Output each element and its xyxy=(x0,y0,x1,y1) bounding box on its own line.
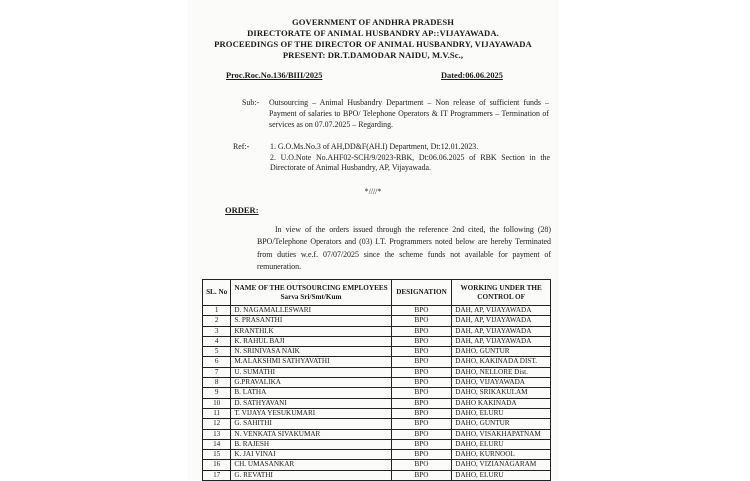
cell-name: D. NAGAMALLESWARI xyxy=(231,306,391,316)
header-government: GOVERNMENT OF ANDHRA PRADESH xyxy=(291,17,455,27)
cell-sl: 6 xyxy=(203,357,231,367)
header-proceedings: PROCEEDINGS OF THE DIRECTOR OF ANIMAL HUSBANDRY, VIJAYAWADA xyxy=(214,39,532,49)
order-body: In view of the orders issued through the reference 2nd cited, the following (28) BPO/Telephone Operators and (03) I.T. Programmers noted below are hereby Terminated from duties w.e.f. 07/07/2025 since the scheme funds not available for payment of remuneration. xyxy=(257,225,551,271)
header-control: WORKING UNDER THE CONTROL OF xyxy=(452,280,551,306)
proceeding-number: Proc.Roc.No.136/BIII/2025 xyxy=(226,71,323,80)
cell-control: DAHO, VISAKHAPATNAM xyxy=(452,429,551,439)
header-name xyxy=(231,280,391,306)
references-label: Ref:- xyxy=(233,142,250,151)
cell-designation: BPO xyxy=(391,470,452,480)
table-row xyxy=(203,460,551,470)
cell-designation: BPO xyxy=(391,408,452,418)
cell-sl: 7 xyxy=(203,367,231,377)
table-row xyxy=(203,347,551,357)
cell-control: DAHO, GUNTUR xyxy=(452,419,551,429)
header-sl-no: SL. No xyxy=(203,280,231,306)
table-row xyxy=(203,470,551,480)
cell-designation: BPO xyxy=(391,398,452,408)
cell-sl: 9 xyxy=(203,388,231,398)
cell-control: DAH, AP, VIJAYAWADA xyxy=(452,326,551,336)
cell-name: S. PRASANTHI xyxy=(231,316,391,326)
reference-item-1: 1. G.O.Ms.No.3 of AH,DD&F(AH.I) Department, Dt:12.01.2023. xyxy=(270,142,479,151)
proceeding-date: Dated:06.06.2025 xyxy=(441,71,503,80)
cell-name: T. VIJAYA YESUKUMARI xyxy=(231,408,391,418)
cell-sl: 3 xyxy=(203,326,231,336)
cell-control: DAHO, KAKINADA DIST. xyxy=(452,357,551,367)
cell-control: DAHO, KURNOOL xyxy=(452,450,551,460)
table-row xyxy=(203,388,551,398)
cell-name: B. RAJESH xyxy=(231,439,391,449)
header-present: PRESENT: DR.T.DAMODAR NAIDU, M.V.Sc., xyxy=(282,50,464,60)
cell-sl: 10 xyxy=(203,398,231,408)
cell-control: DAHO, VIJAYAWADA xyxy=(452,378,551,388)
subject-text: Outsourcing – Animal Husbandry Department – Non release of sufficient funds – Payment of salaries to BPO/ Telephone Operators & IT Programmers – Termination of services as on 07.07.2025 – Regarding. xyxy=(269,98,549,129)
header-name-line2: Sarva Sri/Smt/Kum xyxy=(280,292,342,301)
cell-name: M.ALAKSHMI SATHYAVATHI xyxy=(231,357,391,367)
cell-sl: 16 xyxy=(203,460,231,470)
cell-name: CH. UMASANKAR xyxy=(231,460,391,470)
cell-sl: 13 xyxy=(203,429,231,439)
cell-sl: 12 xyxy=(203,419,231,429)
cell-designation: BPO xyxy=(391,367,452,377)
table-row xyxy=(203,408,551,418)
cell-sl: 5 xyxy=(203,347,231,357)
cell-control: DAH, AP, VIJAYAWADA xyxy=(452,316,551,326)
table-row xyxy=(203,398,551,408)
cell-sl: 15 xyxy=(203,450,231,460)
table-row xyxy=(203,316,551,326)
cell-sl: 4 xyxy=(203,336,231,346)
cell-sl: 1 xyxy=(203,306,231,316)
cell-control: DAHO, ELURU xyxy=(452,408,551,418)
employee-table xyxy=(202,279,551,481)
separator: *////* xyxy=(364,187,382,196)
cell-designation: BPO xyxy=(391,347,452,357)
cell-sl: 2 xyxy=(203,316,231,326)
document-page xyxy=(188,0,558,480)
cell-sl: 8 xyxy=(203,378,231,388)
cell-designation: BPO xyxy=(391,306,452,316)
cell-control: DAHO, GUNTUR xyxy=(452,347,551,357)
header-name-line1: NAME OF THE OUTSOURCING EMPLOYEES xyxy=(234,283,388,292)
cell-name: U. SUMATHI xyxy=(231,367,391,377)
cell-designation: BPO xyxy=(391,429,452,439)
table-row xyxy=(203,336,551,346)
cell-name: KRANTHI.K xyxy=(231,326,391,336)
header-designation: DESIGNATION xyxy=(391,280,452,306)
table-row xyxy=(203,439,551,449)
cell-designation: BPO xyxy=(391,336,452,346)
cell-name: N. SRINIVASA NAIK xyxy=(231,347,391,357)
header-directorate: DIRECTORATE OF ANIMAL HUSBANDRY AP::VIJAYAWADA. xyxy=(247,28,499,38)
order-heading: ORDER: xyxy=(225,205,259,215)
reference-item-2: 2. U.O.Note No.AHF02-SCH/9/2023-RBK, Dt:06.06.2025 of RBK Section in the Directorate of Animal Husbandry, AP, Vijayawada. xyxy=(270,153,550,173)
table-row xyxy=(203,306,551,316)
cell-control: DAHO, VIZIANAGARAM xyxy=(452,460,551,470)
cell-name: K. RAHUL BAJI xyxy=(231,336,391,346)
cell-designation: BPO xyxy=(391,326,452,336)
cell-name: G. SAHITHI xyxy=(231,419,391,429)
table-row xyxy=(203,429,551,439)
table-row xyxy=(203,419,551,429)
cell-name: B. LATHA xyxy=(231,388,391,398)
cell-designation: BPO xyxy=(391,316,452,326)
cell-designation: BPO xyxy=(391,460,452,470)
cell-sl: 11 xyxy=(203,408,231,418)
table-row xyxy=(203,357,551,367)
cell-designation: BPO xyxy=(391,439,452,449)
subject-label: Sub:- xyxy=(242,98,260,107)
cell-name: G. REVATHI xyxy=(231,470,391,480)
table-header-row xyxy=(203,280,551,306)
cell-designation: BPO xyxy=(391,357,452,367)
cell-control: DAHO, SRIKAKULAM xyxy=(452,388,551,398)
cell-sl: 17 xyxy=(203,470,231,480)
cell-sl: 14 xyxy=(203,439,231,449)
table-row xyxy=(203,367,551,377)
cell-name: G.PRAVALIKA xyxy=(231,378,391,388)
table-row xyxy=(203,326,551,336)
cell-control: DAHO KAKINADA xyxy=(452,398,551,408)
cell-control: DAHO, ELURU xyxy=(452,439,551,449)
cell-control: DAHO, ELURU xyxy=(452,470,551,480)
cell-control: DAH, AP, VIJAYAWADA xyxy=(452,336,551,346)
cell-name: K. JAI VINAI xyxy=(231,450,391,460)
table-row xyxy=(203,378,551,388)
cell-designation: BPO xyxy=(391,378,452,388)
cell-name: D. SATHYAVANI xyxy=(231,398,391,408)
cell-designation: BPO xyxy=(391,388,452,398)
cell-control: DAH, AP, VIJAYAWADA xyxy=(452,306,551,316)
cell-designation: BPO xyxy=(391,419,452,429)
cell-designation: BPO xyxy=(391,450,452,460)
cell-control: DAHO, NELLORE Dist. xyxy=(452,367,551,377)
table-row xyxy=(203,450,551,460)
cell-name: N. VENKATA SIVAKUMAR xyxy=(231,429,391,439)
